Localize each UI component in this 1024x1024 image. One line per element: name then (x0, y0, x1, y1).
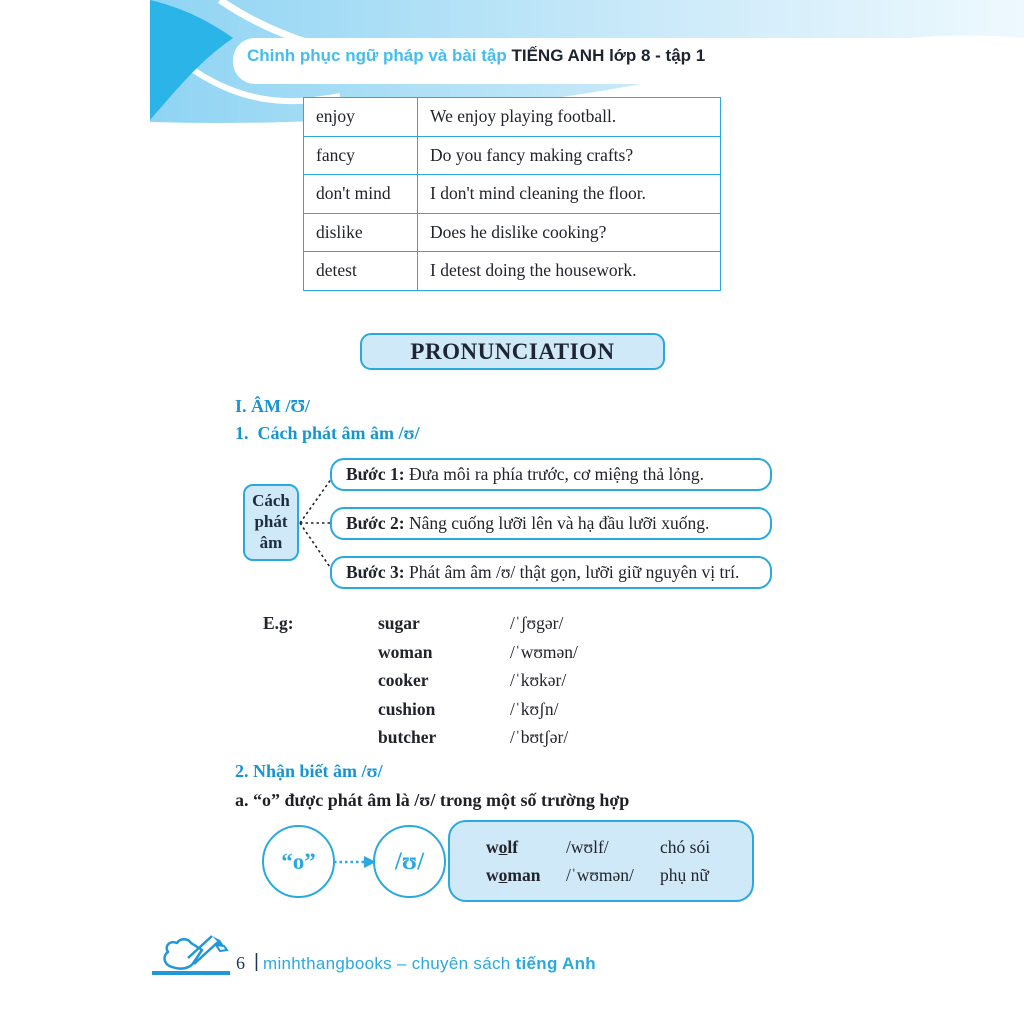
rule-ipa: /wʊlf/ (566, 837, 609, 857)
header-title-light: Chinh phục ngữ pháp và bài tập (247, 46, 512, 65)
section-heading-am-u: I. ÂM /Ʊ/ (235, 396, 310, 416)
step-label: Bước 2: (346, 513, 405, 533)
word-part-underlined: o (498, 865, 508, 885)
rule-word (486, 833, 566, 861)
eg-ipa: /ˈkʊkər/ (510, 670, 567, 691)
eg-word: woman (378, 641, 433, 662)
step-text: Nâng cuống lưỡi lên và hạ đầu lưỡi xuống. (404, 513, 710, 533)
step-1-box (330, 458, 772, 491)
verb-cell: detest (304, 252, 418, 291)
brand-text: minhthangbooks – chuyên sách (263, 954, 516, 973)
verb-cell: don't mind (304, 175, 418, 214)
method-line: Cách (252, 491, 290, 511)
verb-cell: dislike (304, 213, 418, 252)
eg-word: butcher (378, 727, 437, 748)
word-part: w (486, 837, 499, 857)
header-title-bold: TIẾNG ANH lớp 8 - tập 1 (511, 46, 706, 65)
step-3-box (330, 556, 772, 589)
verb-cell: enjoy (304, 98, 418, 137)
eg-ipa: /ˈwʊmən/ (510, 641, 578, 662)
eg-label: E.g: (263, 613, 294, 633)
eg-word: cushion (378, 698, 436, 719)
step-2-box (330, 507, 772, 540)
table-row (304, 98, 721, 137)
eg-item (378, 670, 578, 699)
rule-meaning: chó sói (660, 837, 711, 857)
dotted-arrow-icon (334, 852, 376, 872)
eg-word: sugar (378, 613, 420, 633)
rule-example-box (448, 820, 754, 902)
word-part: lf (507, 837, 519, 857)
book-header-title (247, 46, 705, 66)
step-text: Phát âm âm /ʊ/ thật gọn, lưỡi giữ nguyên vị trí. (404, 562, 740, 582)
method-line: phát (254, 512, 288, 532)
step-label: Bước 1: (346, 464, 405, 484)
rule-word (486, 861, 566, 889)
eg-item (378, 699, 578, 728)
pronunciation-banner: PRONUNCIATION (360, 333, 665, 370)
method-line: âm (259, 532, 283, 552)
phoneme-u-circle: /ʊ/ (373, 825, 446, 898)
table-row (304, 213, 721, 252)
word-part: w (486, 865, 499, 885)
verb-cell: fancy (304, 136, 418, 175)
example-cell: Does he dislike cooking? (418, 213, 721, 252)
step-text: Đưa môi ra phía trước, cơ miệng thả lỏng. (404, 464, 705, 484)
example-cell: Do you fancy making crafts? (418, 136, 721, 175)
eg-item (378, 727, 578, 756)
eg-ipa: /ˈkʊʃn/ (510, 698, 559, 719)
subsection-heading-rule-a: a. “o” được phát âm là /ʊ/ trong một số trường hợp (235, 790, 630, 810)
rule-ipa: /ˈwʊmən/ (566, 865, 634, 885)
word-part: man (507, 865, 541, 885)
example-cell: I don't mind cleaning the floor. (418, 175, 721, 214)
example-cell: I detest doing the housework. (418, 252, 721, 291)
word-part-underlined: o (498, 837, 508, 857)
brand-text-bold: tiếng Anh (515, 954, 596, 973)
eg-word-list (378, 613, 578, 756)
table-row (304, 175, 721, 214)
rule-example-row (486, 861, 752, 889)
rule-meaning: phụ nữ (660, 865, 709, 885)
footer-brand (263, 954, 596, 974)
footer-separator: | (254, 951, 259, 972)
letter-o-circle: “o” (262, 825, 335, 898)
writing-hand-icon (150, 932, 234, 978)
example-cell: We enjoy playing football. (418, 98, 721, 137)
table-row (304, 136, 721, 175)
rule-example-row (486, 833, 752, 861)
eg-ipa: /ˈbʊtʃər/ (510, 727, 569, 748)
page-number: 6 (236, 953, 245, 973)
step-label: Bước 3: (346, 562, 405, 582)
eg-item (378, 613, 578, 642)
eg-item (378, 642, 578, 671)
verb-example-table (303, 97, 721, 291)
eg-word: cooker (378, 670, 429, 691)
subsection-heading-cach-phat-am: 1. Cách phát âm âm /ʊ/ (235, 423, 420, 443)
table-row (304, 252, 721, 291)
method-label-box (243, 484, 299, 561)
section-heading-nhan-biet: 2. Nhận biết âm /ʊ/ (235, 761, 383, 781)
eg-ipa: /ˈʃʊgər/ (510, 613, 564, 633)
